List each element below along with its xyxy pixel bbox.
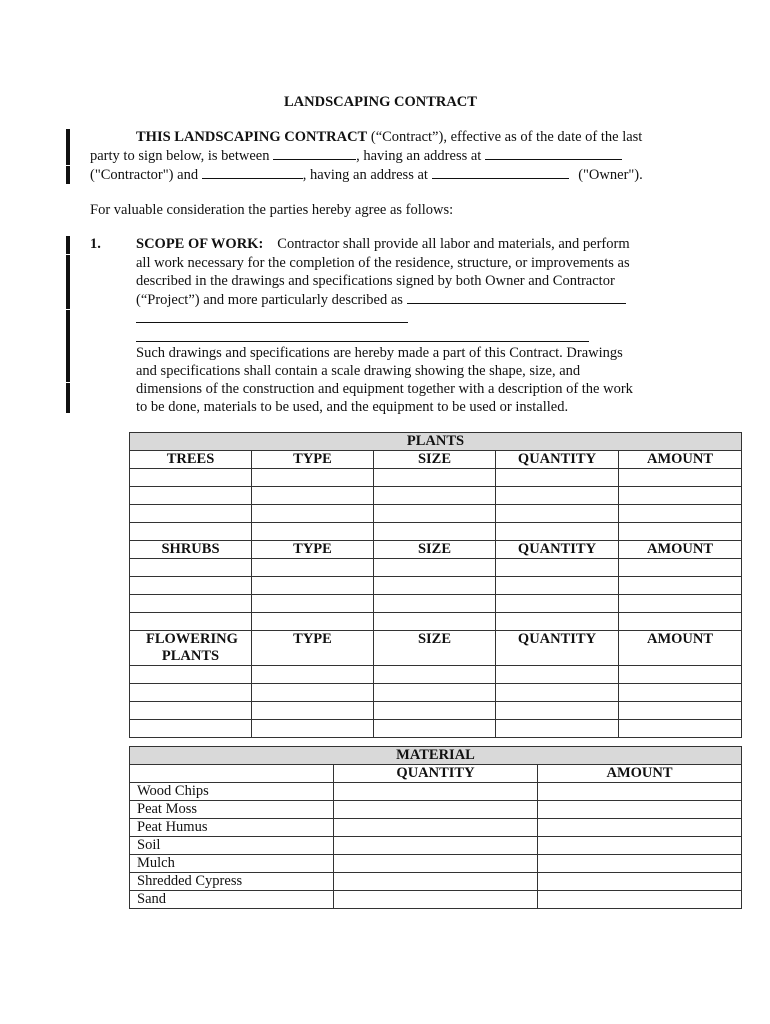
type-header: TYPE bbox=[252, 631, 374, 666]
intro-line-3 bbox=[90, 166, 643, 184]
amount-header: AMOUNT bbox=[619, 541, 742, 559]
table-row bbox=[130, 702, 742, 720]
quantity-header: QUANTITY bbox=[334, 765, 538, 783]
material-row bbox=[130, 873, 742, 891]
section1-para2-line: and specifications shall contain a scale drawing showing the shape, size, and bbox=[136, 363, 581, 379]
plants-table bbox=[129, 432, 742, 738]
intro-text: ("Contractor") and bbox=[90, 167, 202, 183]
table-row bbox=[130, 523, 742, 541]
section-text: Contractor shall provide all labor and materials, and perform bbox=[277, 236, 630, 252]
table-row bbox=[130, 720, 742, 738]
table-row bbox=[130, 613, 742, 631]
material-table bbox=[129, 746, 742, 909]
project-description-line[interactable] bbox=[136, 341, 589, 342]
project-description-blank[interactable] bbox=[407, 291, 626, 304]
table-row bbox=[130, 595, 742, 613]
revision-bar bbox=[66, 346, 70, 364]
intro-text: , having an address at bbox=[302, 167, 432, 183]
material-row bbox=[130, 801, 742, 819]
revision-bar bbox=[66, 255, 70, 273]
amount-header: AMOUNT bbox=[538, 765, 742, 783]
revision-bar bbox=[66, 383, 70, 401]
material-item: Soil bbox=[130, 837, 334, 855]
owner-address-blank[interactable] bbox=[432, 166, 569, 179]
intro-text: party to sign below, is between bbox=[90, 148, 274, 164]
section1-para2-line: Such drawings and specifications are hereby made a part of this Contract. Drawings bbox=[136, 345, 623, 361]
quantity-header: QUANTITY bbox=[496, 451, 619, 469]
intro-line-2 bbox=[90, 147, 622, 165]
section1-line-3: described in the drawings and specifications signed by both Owner and Contractor bbox=[136, 273, 615, 289]
table-row bbox=[130, 577, 742, 595]
section-text: (“Project”) and more particularly described as bbox=[136, 292, 407, 308]
section1-line-2: all work necessary for the completion of the residence, structure, or improvements as bbox=[136, 255, 630, 271]
intro-text: , having an address at bbox=[356, 148, 485, 164]
amount-header: AMOUNT bbox=[619, 631, 742, 666]
revision-bar bbox=[66, 147, 70, 165]
material-row bbox=[130, 819, 742, 837]
section1-line-1 bbox=[136, 236, 630, 253]
material-item: Peat Moss bbox=[130, 801, 334, 819]
section1-para2-line: to be done, materials to be used, and the equipment to be used or installed. bbox=[136, 399, 569, 415]
revision-bar bbox=[66, 328, 70, 346]
revision-bar bbox=[66, 291, 70, 309]
size-header: SIZE bbox=[374, 451, 496, 469]
revision-bar bbox=[66, 364, 70, 382]
material-item: Sand bbox=[130, 891, 334, 909]
quantity-header: QUANTITY bbox=[496, 541, 619, 559]
size-header: SIZE bbox=[374, 541, 496, 559]
section-heading: SCOPE OF WORK: bbox=[136, 236, 264, 252]
material-item: Shredded Cypress bbox=[130, 873, 334, 891]
section1-line-4 bbox=[136, 291, 626, 309]
revision-bar bbox=[66, 273, 70, 291]
contractor-address-blank[interactable] bbox=[485, 147, 622, 160]
table-row bbox=[130, 505, 742, 523]
section1-para2-line: dimensions of the construction and equipment together with a description of the work bbox=[136, 381, 633, 397]
table-row bbox=[130, 487, 742, 505]
material-item: Wood Chips bbox=[130, 783, 334, 801]
material-row bbox=[130, 855, 742, 873]
intro-line-1 bbox=[136, 129, 642, 146]
amount-header: AMOUNT bbox=[619, 451, 742, 469]
material-header-blank bbox=[130, 765, 334, 783]
table-row bbox=[130, 469, 742, 487]
shrubs-header: SHRUBS bbox=[130, 541, 252, 559]
plants-table-title: PLANTS bbox=[130, 433, 742, 451]
size-header: SIZE bbox=[374, 631, 496, 666]
page-title: LANDSCAPING CONTRACT bbox=[284, 94, 477, 110]
trees-header: TREES bbox=[130, 451, 252, 469]
owner-name-blank[interactable] bbox=[202, 166, 303, 179]
contractor-name-blank[interactable] bbox=[273, 147, 356, 160]
material-row bbox=[130, 783, 742, 801]
flowering-plants-header: FLOWERING PLANTS bbox=[130, 631, 252, 666]
table-row bbox=[130, 684, 742, 702]
type-header: TYPE bbox=[252, 451, 374, 469]
project-description-line[interactable] bbox=[136, 322, 408, 323]
material-item: Peat Humus bbox=[130, 819, 334, 837]
intro-bold-lead: THIS LANDSCAPING CONTRACT bbox=[136, 129, 368, 145]
section-number: 1. bbox=[90, 236, 101, 252]
revision-bar bbox=[66, 129, 70, 147]
revision-bar bbox=[66, 166, 70, 184]
type-header: TYPE bbox=[252, 541, 374, 559]
quantity-header: QUANTITY bbox=[496, 631, 619, 666]
material-item: Mulch bbox=[130, 855, 334, 873]
material-row bbox=[130, 891, 742, 909]
revision-bar bbox=[66, 310, 70, 328]
revision-bar bbox=[66, 236, 70, 254]
consideration-text: For valuable consideration the parties hereby agree as follows: bbox=[90, 202, 454, 218]
revision-bar bbox=[66, 401, 70, 413]
table-row bbox=[130, 666, 742, 684]
material-table-title: MATERIAL bbox=[130, 747, 742, 765]
intro-text: ("Owner"). bbox=[574, 167, 643, 183]
table-row bbox=[130, 559, 742, 577]
material-row bbox=[130, 837, 742, 855]
intro-text: (“Contract”), effective as of the date of the last bbox=[367, 129, 643, 145]
